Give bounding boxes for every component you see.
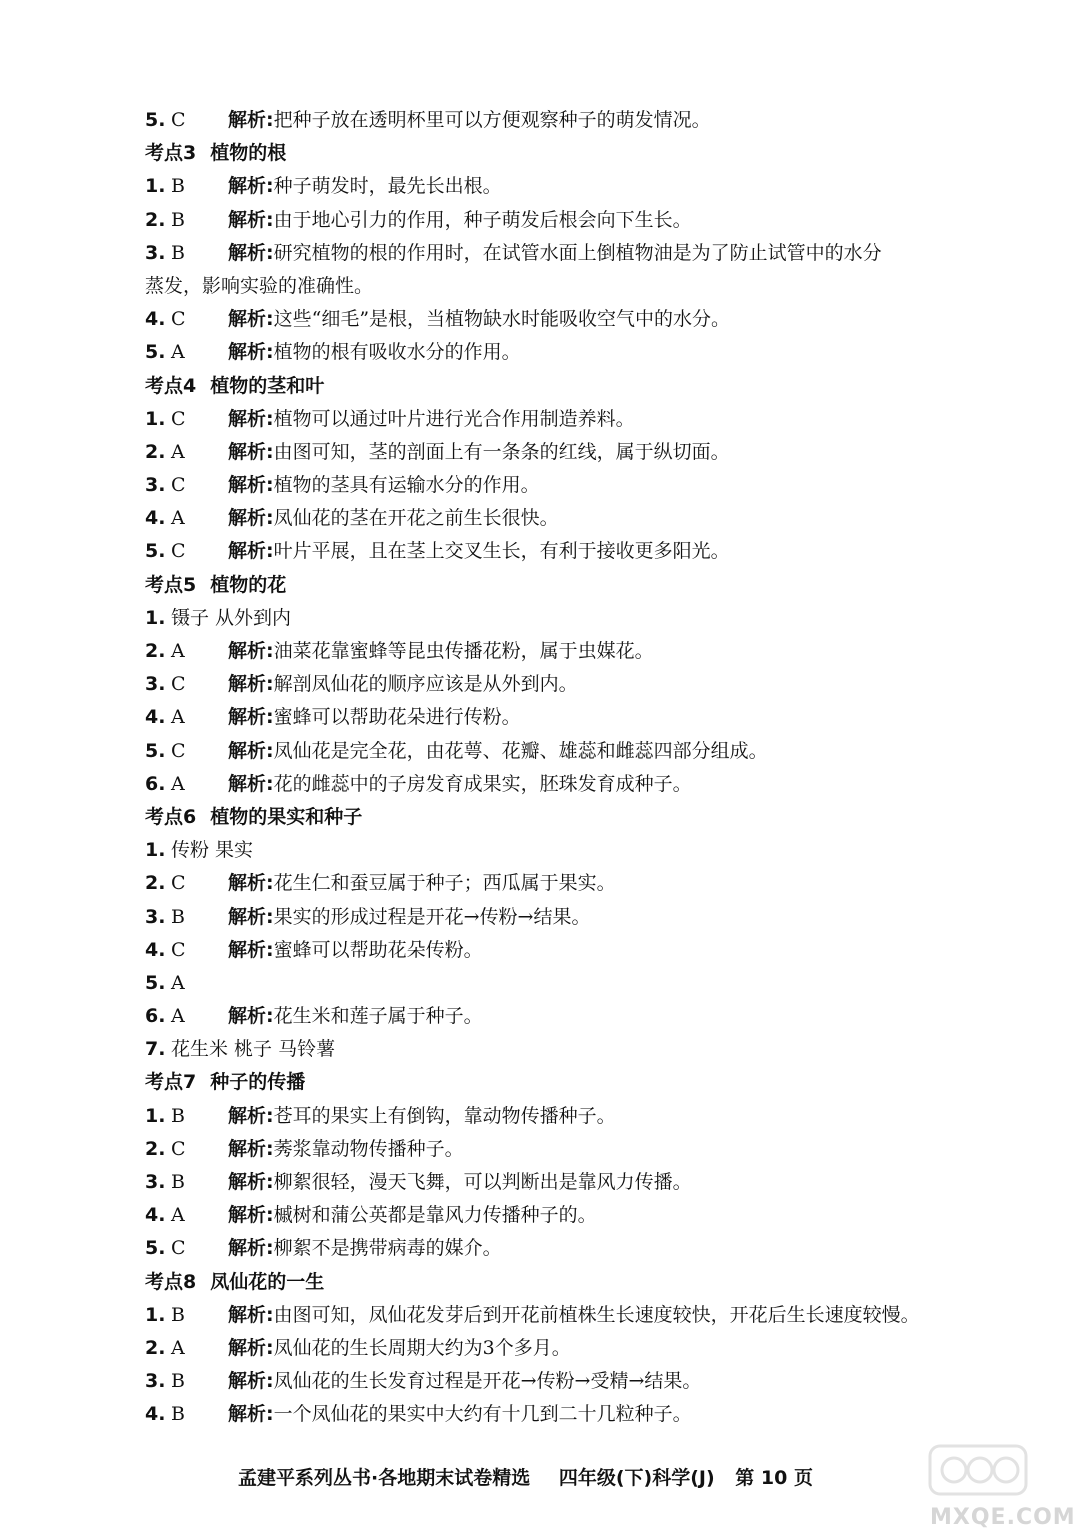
answer-item <box>145 469 985 502</box>
item-explanation-label: 解析: <box>228 1237 274 1260</box>
item-answer: 传粉 果实 <box>171 839 254 862</box>
answer-item <box>145 967 985 1000</box>
item-explanation-label: 解析: <box>228 1370 274 1393</box>
page-footer <box>238 1463 813 1490</box>
item-explanation-label: 解析: <box>228 407 274 430</box>
item-explanation: 一个凤仙花的果实中大约有十几到二十几粒种子。 <box>273 1403 692 1426</box>
section-key: 考点4 <box>145 374 197 397</box>
item-number: 5. <box>145 971 166 994</box>
item-answer: A <box>171 1336 185 1359</box>
answer-item <box>145 934 985 967</box>
item-explanation-label: 解析: <box>228 706 274 729</box>
item-explanation-continued: 蒸发，影响实验的准确性。 <box>145 274 374 297</box>
item-answer: A <box>171 640 185 662</box>
answer-content <box>145 104 985 1432</box>
item-answer: 镊子 从外到内 <box>171 606 292 629</box>
watermark-url: MXQE.COM <box>930 1505 1076 1530</box>
item-number: 3. <box>145 1370 166 1393</box>
item-explanation: 蜜蜂可以帮助花朵传粉。 <box>273 938 483 961</box>
item-explanation: 果实的形成过程是开花→传粉→结果。 <box>273 905 591 928</box>
answer-item <box>145 303 985 336</box>
section-heading <box>145 801 985 834</box>
answer-item <box>145 436 985 469</box>
item-explanation-label: 解析: <box>228 1171 274 1193</box>
item-explanation: 种子萌发时，最先长出根。 <box>273 175 502 198</box>
item-explanation: 莠浆靠动物传播种子。 <box>273 1137 464 1160</box>
item-number: 5. <box>145 540 166 563</box>
item-number: 3. <box>145 474 166 497</box>
item-explanation-label: 解析: <box>228 1403 274 1426</box>
item-number: 4. <box>145 308 166 331</box>
item-number: 2. <box>145 440 166 463</box>
item-explanation-label: 解析: <box>228 640 274 662</box>
item-explanation: 由图可知，茎的剖面上有一条条的红线，属于纵切面。 <box>273 440 730 463</box>
answer-item <box>145 403 985 436</box>
section-title: 种子的传播 <box>210 1071 306 1094</box>
item-explanation-label: 解析: <box>228 341 274 364</box>
item-explanation-label: 解析: <box>228 1005 274 1028</box>
item-number: 1. <box>145 407 166 430</box>
item-explanation-label: 解析: <box>228 540 274 563</box>
section-key: 考点3 <box>145 142 197 165</box>
footer-series: 孟建平系列丛书·各地期末试卷精选 <box>238 1467 531 1489</box>
section-heading <box>145 1066 985 1099</box>
item-explanation: 叶片平展，且在茎上交叉生长，有利于接收更多阳光。 <box>273 540 730 563</box>
answer-item <box>145 535 985 568</box>
answer-item <box>145 1398 985 1431</box>
item-number: 2. <box>145 208 166 231</box>
item-explanation: 凤仙花的生长周期大约为3个多月。 <box>273 1336 571 1359</box>
item-explanation: 植物可以通过叶片进行光合作用制造养料。 <box>273 407 635 430</box>
item-explanation: 油菜花靠蜜蜂等昆虫传播花粉，属于虫媒花。 <box>273 640 654 662</box>
item-explanation: 凤仙花的生长发育过程是开花→传粉→受精→结果。 <box>273 1370 702 1393</box>
item-number: 5. <box>145 739 166 762</box>
item-explanation: 槭树和蒲公英都是靠风力传播种子的。 <box>273 1204 597 1227</box>
item-number: 4. <box>145 706 166 729</box>
answer-item <box>145 1100 985 1133</box>
answer-item <box>145 1133 985 1166</box>
item-answer: B <box>171 1171 185 1193</box>
answer-item <box>145 901 985 934</box>
item-answer: C <box>171 739 186 762</box>
item-answer: C <box>171 1137 186 1160</box>
item-number: 7. <box>145 1038 166 1061</box>
answer-item <box>145 204 985 237</box>
item-number: 4. <box>145 507 166 530</box>
item-answer: C <box>171 673 186 696</box>
item-number: 4. <box>145 938 166 961</box>
item-answer: C <box>171 938 186 961</box>
answer-item <box>145 1332 985 1365</box>
item-explanation: 柳絮很轻，漫天飞舞，可以判断出是靠风力传播。 <box>273 1171 692 1193</box>
item-answer: B <box>171 1403 185 1426</box>
item-explanation-label: 解析: <box>228 241 274 264</box>
item-explanation-label: 解析: <box>228 872 274 895</box>
section-heading <box>145 370 985 403</box>
item-answer: B <box>171 175 185 198</box>
item-explanation: 花生米和莲子属于种子。 <box>273 1005 483 1028</box>
item-answer: A <box>171 706 185 729</box>
item-explanation: 苍耳的果实上有倒钩，靠动物传播种子。 <box>273 1104 616 1127</box>
item-explanation-label: 解析: <box>228 1303 274 1326</box>
answer-item <box>145 1299 985 1332</box>
answer-item <box>145 170 985 203</box>
item-number: 1. <box>145 175 166 198</box>
item-number: 1. <box>145 1303 166 1326</box>
item-number: 2. <box>145 872 166 895</box>
item-explanation: 蜜蜂可以帮助花朵进行传粉。 <box>273 706 521 729</box>
item-explanation-label: 解析: <box>228 474 274 497</box>
item-explanation: 这些“细毛”是根，当植物缺水时能吸收空气中的水分。 <box>273 308 731 331</box>
section-title: 植物的花 <box>210 573 287 596</box>
item-answer: C <box>171 474 186 497</box>
item-number: 3. <box>145 673 166 696</box>
item-explanation-label: 解析: <box>228 772 274 795</box>
answer-item <box>145 735 985 768</box>
item-answer: A <box>171 772 185 795</box>
watermark-logo-icon <box>928 1440 1028 1500</box>
item-answer: B <box>171 1370 185 1393</box>
item-explanation: 由图可知，凤仙花发芽后到开花前植株生长速度较快，开花后生长速度较慢。 <box>273 1303 920 1326</box>
item-number: 1. <box>145 1104 166 1127</box>
item-explanation-label: 解析: <box>228 1336 274 1359</box>
answer-item <box>145 834 985 867</box>
item-explanation-label: 解析: <box>228 175 274 198</box>
item-number: 2. <box>145 1137 166 1160</box>
item-answer: A <box>171 1005 185 1028</box>
item-number: 1. <box>145 839 166 862</box>
answer-item <box>145 635 985 668</box>
item-number: 4. <box>145 1204 166 1227</box>
item-answer: B <box>171 1303 185 1326</box>
answer-item <box>145 1365 985 1398</box>
item-answer: C <box>171 109 186 131</box>
answer-item <box>145 1033 985 1066</box>
item-answer: B <box>171 241 185 264</box>
section-heading <box>145 569 985 602</box>
item-number: 3. <box>145 905 166 928</box>
item-number: 5. <box>145 1237 166 1260</box>
item-explanation: 把种子放在透明杯里可以方便观察种子的萌发情况。 <box>273 109 711 131</box>
section-title: 植物的根 <box>210 142 287 165</box>
item-explanation-label: 解析: <box>228 440 274 463</box>
item-answer: B <box>171 1104 185 1127</box>
item-answer: C <box>171 872 186 895</box>
item-answer: A <box>171 440 185 463</box>
item-explanation-label: 解析: <box>228 1137 274 1160</box>
item-explanation-label: 解析: <box>228 1204 274 1227</box>
item-answer: C <box>171 308 186 331</box>
answer-item <box>145 1000 985 1033</box>
item-number: 4. <box>145 1403 166 1426</box>
answer-item <box>145 768 985 801</box>
item-number: 5. <box>145 109 166 131</box>
item-answer: A <box>171 507 185 530</box>
section-title: 植物的果实和种子 <box>210 805 363 828</box>
answer-item <box>145 701 985 734</box>
item-explanation: 研究植物的根的作用时，在试管水面上倒植物油是为了防止试管中的水分 <box>273 241 882 264</box>
item-number: 1. <box>145 606 166 629</box>
item-explanation: 凤仙花的茎在开花之前生长很快。 <box>273 507 559 530</box>
answer-item <box>145 1199 985 1232</box>
item-explanation: 由于地心引力的作用，种子萌发后根会向下生长。 <box>273 208 692 231</box>
item-explanation-label: 解析: <box>228 739 274 762</box>
item-answer: B <box>171 905 185 928</box>
answer-item <box>145 602 985 635</box>
item-answer: C <box>171 407 186 430</box>
section-key: 考点8 <box>145 1270 197 1293</box>
item-answer: A <box>171 1204 185 1227</box>
item-number: 3. <box>145 1171 166 1193</box>
item-explanation-label: 解析: <box>228 1104 274 1127</box>
item-answer: C <box>171 1237 186 1260</box>
section-title: 凤仙花的一生 <box>210 1270 325 1293</box>
item-answer: A <box>171 971 185 994</box>
answer-item <box>145 336 985 369</box>
item-explanation: 花的雌蕊中的子房发育成果实，胚珠发育成种子。 <box>273 772 692 795</box>
answer-item <box>145 668 985 701</box>
section-key: 考点5 <box>145 573 197 596</box>
answer-item <box>145 237 985 270</box>
item-number: 2. <box>145 640 166 662</box>
item-number: 5. <box>145 341 166 364</box>
item-explanation: 花生仁和蚕豆属于种子；西瓜属于果实。 <box>273 872 616 895</box>
answer-item <box>145 104 985 137</box>
section-key: 考点7 <box>145 1071 197 1094</box>
item-number: 2. <box>145 1336 166 1359</box>
item-answer: A <box>171 341 185 364</box>
answer-item <box>145 502 985 535</box>
answer-item <box>145 867 985 900</box>
item-explanation-label: 解析: <box>228 109 274 131</box>
item-explanation: 柳絮不是携带病毒的媒介。 <box>273 1237 502 1260</box>
item-number: 6. <box>145 772 166 795</box>
item-answer: C <box>171 540 186 563</box>
item-explanation-label: 解析: <box>228 673 274 696</box>
item-explanation: 凤仙花是完全花，由花萼、花瓣、雄蕊和雌蕊四部分组成。 <box>273 739 768 762</box>
item-explanation-label: 解析: <box>228 938 274 961</box>
footer-page-number: 第 10 页 <box>735 1467 813 1489</box>
item-answer: B <box>171 208 185 231</box>
item-number: 3. <box>145 241 166 264</box>
item-number: 6. <box>145 1005 166 1028</box>
item-explanation-label: 解析: <box>228 507 274 530</box>
item-explanation: 植物的根有吸收水分的作用。 <box>273 341 521 364</box>
answer-item <box>145 1166 985 1199</box>
section-heading <box>145 1266 985 1299</box>
item-explanation-label: 解析: <box>228 905 274 928</box>
section-heading <box>145 137 985 170</box>
item-explanation-label: 解析: <box>228 308 274 331</box>
footer-grade: 四年级(下)科学(J) <box>558 1467 715 1489</box>
item-answer: 花生米 桃子 马铃薯 <box>171 1038 336 1061</box>
section-key: 考点6 <box>145 805 197 828</box>
answer-item <box>145 1232 985 1265</box>
item-explanation: 植物的茎具有运输水分的作用。 <box>273 474 540 497</box>
item-explanation-label: 解析: <box>228 208 274 231</box>
section-title: 植物的茎和叶 <box>210 374 325 397</box>
item-explanation: 解剖凤仙花的顺序应该是从外到内。 <box>273 673 578 696</box>
